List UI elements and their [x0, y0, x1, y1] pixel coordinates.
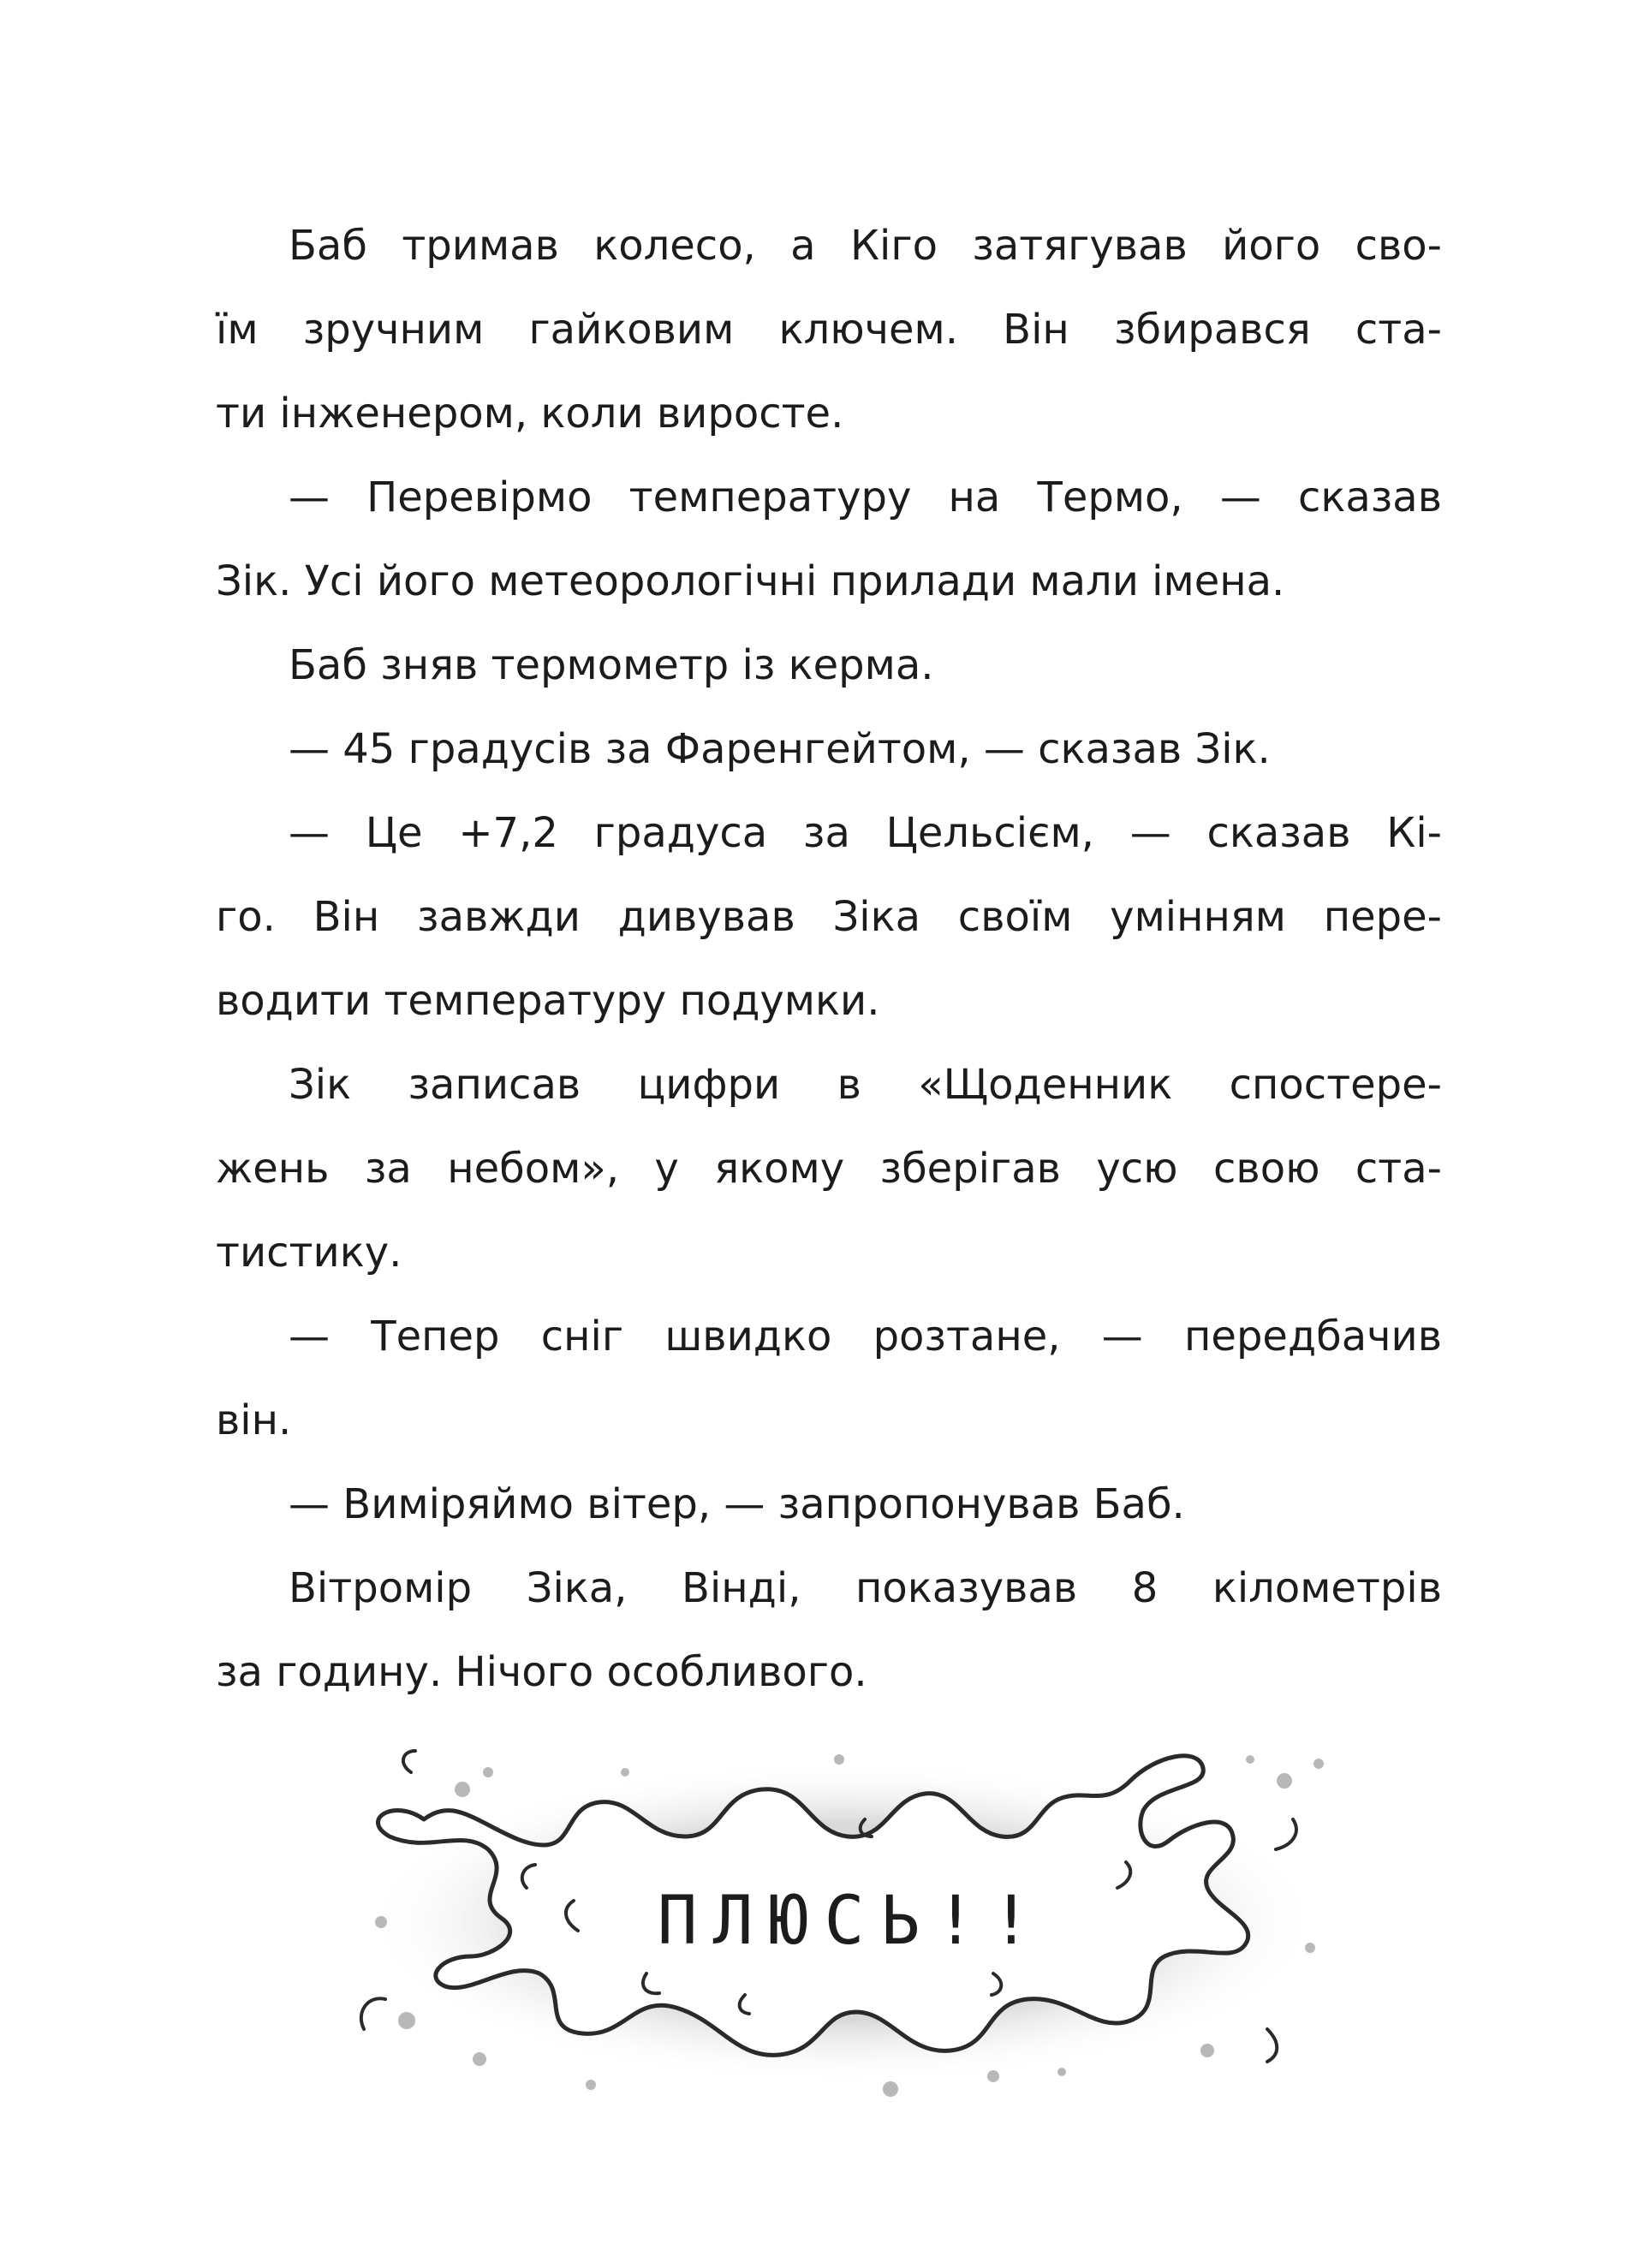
text-line: го. Він завжди дивував Зіка своїм умінням пере-: [216, 893, 1442, 941]
splash-drawing: [342, 1738, 1336, 2115]
text-line: Вітромір Зіка, Вінді, показував 8 кілометрів: [289, 1564, 1442, 1612]
droplet: [375, 1916, 387, 1928]
story-text: [216, 204, 1442, 1714]
droplet: [1277, 1773, 1292, 1789]
droplet: [1057, 2068, 1066, 2076]
text-line: за годину. Нічого особливого.: [216, 1648, 867, 1696]
droplet-stroke: [403, 1751, 415, 1772]
droplet: [483, 1767, 493, 1777]
text-line: — Виміряймо вітер, — запропонував Баб.: [289, 1480, 1185, 1528]
droplet: [834, 1754, 844, 1765]
text-line: Баб тримав колесо, а Кіго затягував його сво-: [289, 222, 1442, 270]
droplet: [621, 1768, 629, 1777]
droplet: [473, 2052, 486, 2066]
text-line: Зік. Усі його метеорологічні прилади мали імена.: [216, 557, 1285, 605]
text-line: водити температуру подумки.: [216, 977, 880, 1025]
text-line: Баб зняв термометр із керма.: [289, 641, 934, 689]
text-line: — 45 градусів за Фаренгейтом, — сказав Зік.: [289, 725, 1271, 773]
droplet: [1313, 1759, 1324, 1769]
droplet: [1305, 1943, 1315, 1953]
splash-illustration: [342, 1738, 1336, 2115]
droplet: [987, 2070, 999, 2082]
droplet: [1200, 2044, 1214, 2057]
splash-caption: ПЛЮСЬ!!: [657, 1883, 1047, 1960]
text-line: — Тепер сніг швидко розтане, — передбачив: [289, 1313, 1442, 1360]
droplet: [398, 2012, 415, 2029]
text-line: — Це +7,2 градуса за Цельсієм, — сказав Кі-: [289, 809, 1442, 857]
text-line: жень за небом», у якому зберігав усю свою ста-: [216, 1145, 1442, 1193]
droplet-stroke: [361, 1998, 385, 2029]
text-line: — Перевірмо температуру на Термо, — сказав: [289, 473, 1442, 521]
text-line: їм зручним гайковим ключем. Він збирався ста-: [216, 306, 1442, 354]
text-line: тистику.: [216, 1229, 402, 1277]
droplet: [1246, 1755, 1254, 1764]
text-line: ти інженером, коли виросте.: [216, 390, 844, 438]
droplet-stroke: [1276, 1819, 1296, 1849]
text-line: Зік записав цифри в «Щоденник спостере-: [289, 1061, 1442, 1109]
droplet: [455, 1782, 470, 1797]
text-line: він.: [216, 1396, 292, 1444]
droplet: [586, 2080, 596, 2090]
droplet: [883, 2081, 898, 2097]
droplet-stroke: [1267, 2029, 1277, 2062]
